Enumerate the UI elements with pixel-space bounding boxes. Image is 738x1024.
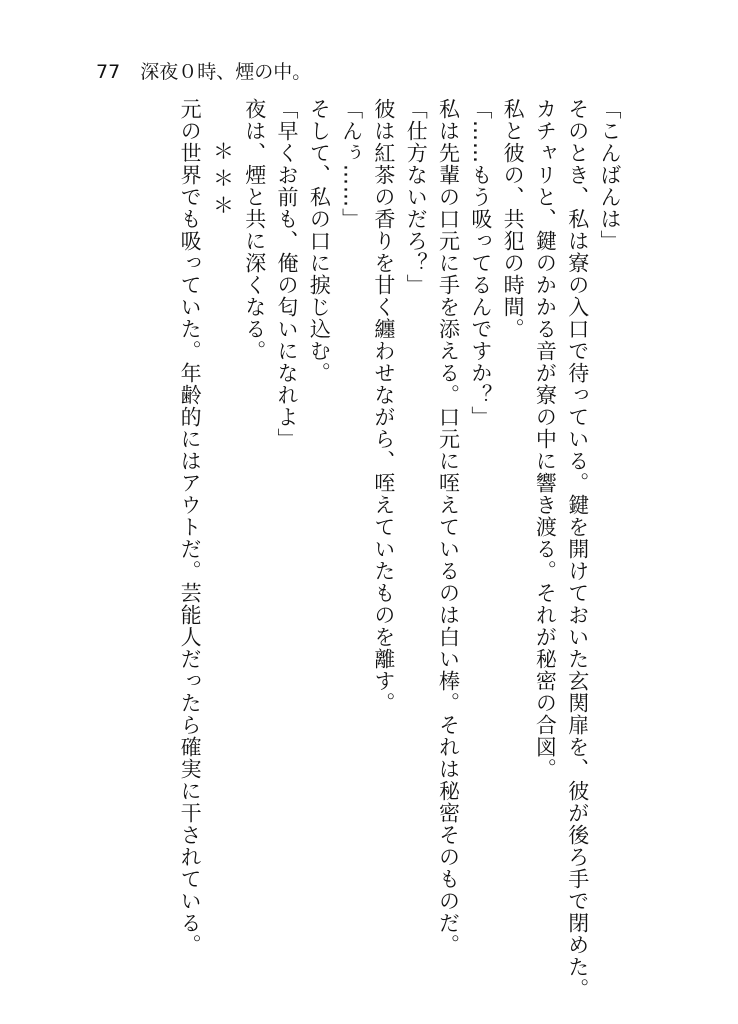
text-line: 夜は、煙と共に深くなる。 [242, 98, 267, 362]
text-line: カチャリと、鍵のかかる音が寮の中に響き渡る。それが秘密の合図。 [533, 98, 558, 780]
text-line: 元の世界でも吸っていた。年齢的にはアウトだ。芸能人だったら確実に干されている。 [178, 98, 203, 956]
text-line: 「早くお前も、俺の匂いになれよ」 [275, 98, 300, 450]
text-line: 「仕方ないだろ？」 [404, 98, 429, 296]
text-line: 彼は紅茶の香りを甘く纏わせながら、咥えていたものを離す。 [371, 98, 396, 714]
page-number: 77 [96, 61, 121, 83]
text-line: 「……もう吸ってるんですか？」 [468, 98, 493, 428]
text-line: 私は先輩の口元に手を添える。口元に咥えているのは白い棒。それは秘密そのものだ。 [436, 98, 461, 956]
text-line: そのとき、私は寮の入口で待っている。鍵を開けておいた玄関扉を、彼が後ろ手で閉めた。 [565, 98, 590, 1000]
text-line: 「んぅ……」 [339, 98, 364, 230]
text-line: 私と彼の、共犯の時間。 [501, 98, 526, 340]
page-header [96, 60, 311, 84]
chapter-title: 深夜０時、煙の中。 [140, 61, 312, 83]
scene-break: ＊＊＊ [210, 140, 235, 221]
text-line: 「こんばんは」 [598, 98, 622, 252]
text-line: そして、私の口に捩じ込む。 [307, 98, 332, 384]
body-text [174, 98, 626, 1000]
